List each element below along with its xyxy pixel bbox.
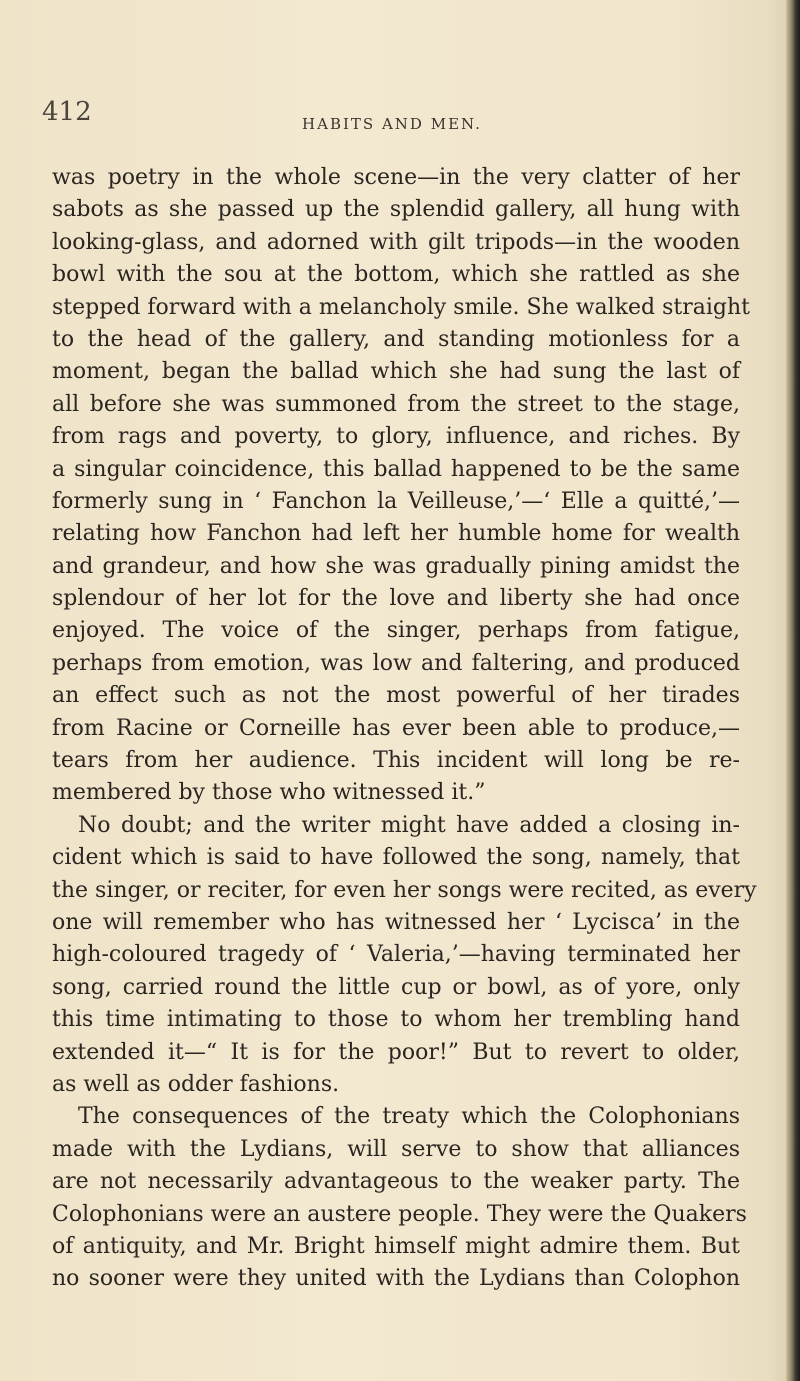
text-line: are not necessarily advantageous to the weaker party. The xyxy=(52,1169,740,1195)
text-line: song, carried round the little cup or bowl, as of yore, only xyxy=(52,974,740,1000)
page-number: 412 xyxy=(42,97,92,127)
running-head: HABITS AND MEN. xyxy=(302,115,482,133)
text-line: sabots as she passed up the splendid gallery, all hung with xyxy=(52,197,740,223)
text-line: bowl with the sou at the bottom, which she rattled as she xyxy=(52,262,740,288)
text-line: relating how Fanchon had left her humble home for wealth xyxy=(52,521,740,547)
page-edge xyxy=(786,0,800,1381)
text-line: Colophonians were an austere people. They were the Quakers xyxy=(52,1201,747,1227)
text-line: as well as odder fashions. xyxy=(52,1071,340,1097)
text-line: this time intimating to those to whom her trembling hand xyxy=(52,1007,740,1033)
text-line: membered by those who witnessed it.” xyxy=(52,780,486,806)
text-line: and grandeur, and how she was gradually pining amidst the xyxy=(52,553,740,579)
text-line: cident which is said to have followed the song, namely, that xyxy=(52,845,740,871)
text-line: of antiquity, and Mr. Bright himself might admire them. But xyxy=(52,1233,740,1259)
text-line: stepped forward with a melancholy smile. She walked straight xyxy=(52,294,751,320)
text-line: looking-glass, and adorned with gilt tripods—in the wooden xyxy=(52,229,740,255)
text-line: to the head of the gallery, and standing motionless for a xyxy=(52,326,740,352)
page-header xyxy=(42,97,742,137)
text-line: No doubt; and the writer might have added a closing in- xyxy=(78,812,740,838)
text-line: made with the Lydians, will serve to show that alliances xyxy=(52,1136,740,1162)
text-line: was poetry in the whole scene—in the very clatter of her xyxy=(52,165,740,190)
text-line: high-coloured tragedy of ‘ Valeria,’—having terminated her xyxy=(52,942,740,968)
text-line: from Racine or Corneille has ever been able to produce,— xyxy=(52,715,740,741)
text-line: formerly sung in ‘ Fanchon la Veilleuse,’—‘ Elle a quitté,’— xyxy=(52,488,740,514)
text-line: moment, began the ballad which she had sung the last of xyxy=(52,359,740,385)
text-line: one will remember who has witnessed her ‘ Lycisca’ in the xyxy=(52,909,740,935)
text-line: tears from her audience. This incident will long be re- xyxy=(52,748,740,774)
body-text xyxy=(52,162,757,1296)
text-line: extended it—“ It is for the poor!” But to revert to older, xyxy=(52,1039,740,1065)
text-line: an effect such as not the most powerful of her tirades xyxy=(52,683,740,709)
text-line: the singer, or reciter, for even her songs were recited, as every xyxy=(52,877,757,903)
text-line: enjoyed. The voice of the singer, perhaps from fatigue, xyxy=(52,618,740,644)
text-line: no sooner were they united with the Lydians than Colophon xyxy=(52,1266,740,1292)
text-line: all before she was summoned from the street to the stage, xyxy=(52,391,740,417)
text-line: a singular coincidence, this ballad happened to be the same xyxy=(52,456,740,482)
text-line: splendour of her lot for the love and liberty she had once xyxy=(52,586,740,612)
text-line: from rags and poverty, to glory, influence, and riches. By xyxy=(52,424,740,450)
text-line: perhaps from emotion, was low and faltering, and produced xyxy=(52,650,740,676)
text-line: The consequences of the treaty which the Colophonians xyxy=(78,1104,740,1130)
